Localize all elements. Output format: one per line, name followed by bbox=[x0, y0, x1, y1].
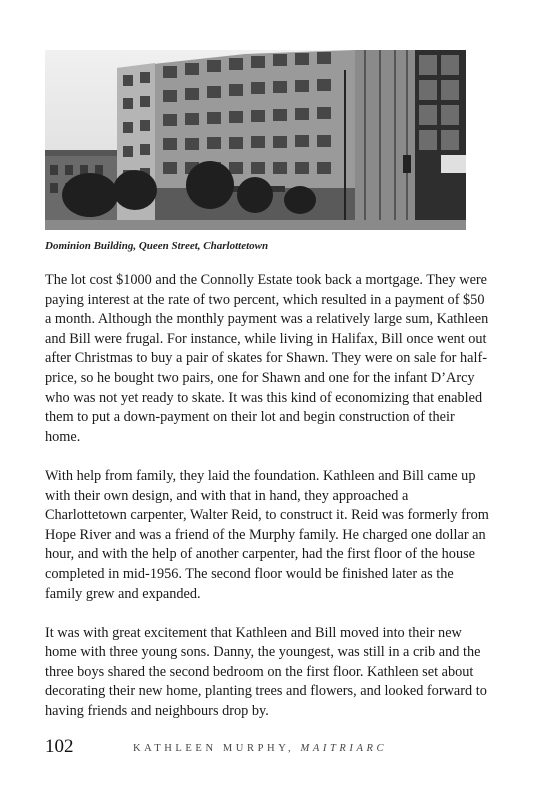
running-head bbox=[133, 743, 387, 754]
paragraph: With help from family, they laid the foundation. Kathleen and Bill came up with their own design, and with that in hand, they approached a Charlottetown carpenter, Walter Reid, to construct it. Reid was formerly from Hope River and was a friend of the Murphy family. He charged one dollar an hour, and with the help of another carpenter, had the first floor of the house completed in mid-1956. The second floor would be finished later as the family grew and expanded. bbox=[45, 467, 489, 602]
running-head-author: KATHLEEN MURPHY, bbox=[133, 743, 295, 754]
building-photo bbox=[45, 50, 466, 230]
figure-caption: Dominion Building, Queen Street, Charlottetown bbox=[45, 240, 269, 252]
paragraph: It was with great excitement that Kathleen and Bill moved into their new home with three young sons. Danny, the youngest, was still in a crib and the three boys shared the second bedroom on the first floor. Kathleen set about decorating their new home, planting trees and flowers, and looked forward to having friends and neighbours drop by. bbox=[45, 624, 487, 720]
body-text bbox=[45, 271, 491, 741]
running-head-title: MAITRIARC bbox=[300, 743, 388, 754]
page-number: 102 bbox=[45, 736, 74, 757]
paragraph: The lot cost $1000 and the Connolly Estate took back a mortgage. They were paying interest at the rate of two percent, which resulted in a payment of $50 a month. Although the monthly payment was a relatively large sum, Kathleen and Bill were frugal. For instance, while living in Halifax, Bill once went out after Christmas to buy a pair of skates for Shawn. They were on sale for half-price, so he bought two pairs, one for Shawn and one for the infant D’Arcy who was not yet ready to skate. It was this kind of economizing that enabled them to put a down-payment on their lot and begin construction of their home. bbox=[45, 272, 489, 445]
